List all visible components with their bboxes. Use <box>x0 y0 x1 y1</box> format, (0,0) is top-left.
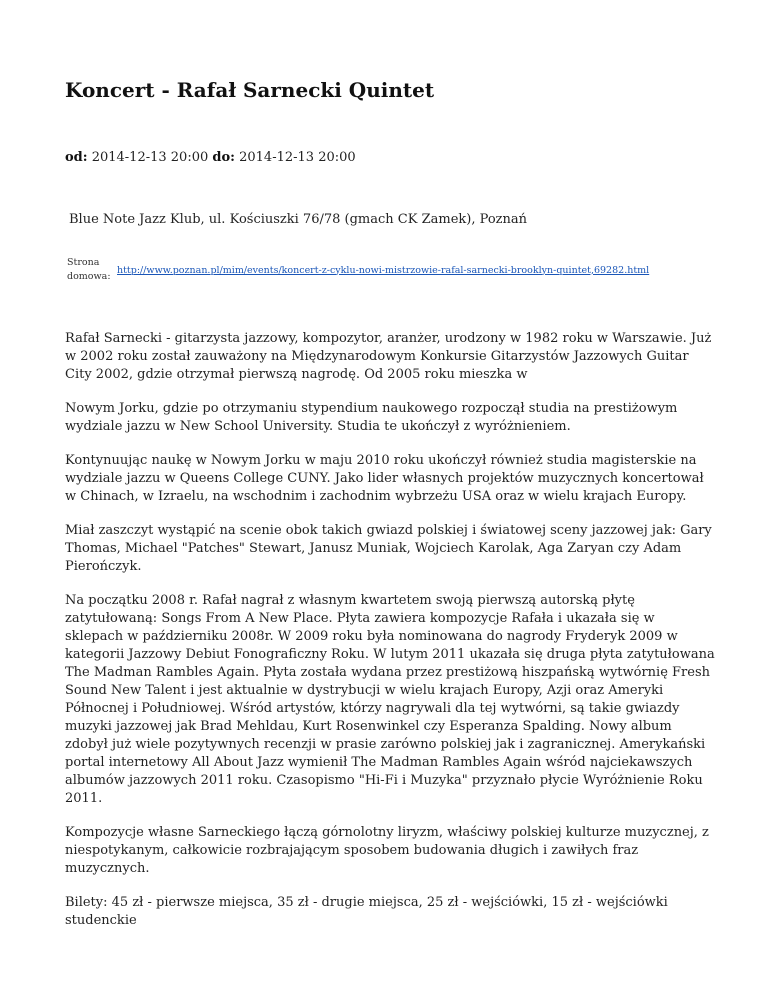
homepage-label-line2: domowa: <box>67 271 111 282</box>
page-title: Koncert - Rafał Sarnecki Quintet <box>65 78 435 102</box>
description-paragraph: Rafał Sarnecki - gitarzysta jazzowy, kompozytor, aranżer, urodzony w 1982 roku w Warszawie. Już w 2002 roku został zauważony na Międzynarodowym Konkursie Gitarzystów Jazzowych Guitar City 2002, gdzie otrzymał pierwszą nagrodę. Od 2005 roku mieszka w <box>65 331 712 382</box>
from-label: od: <box>65 150 88 165</box>
event-venue: Blue Note Jazz Klub, ul. Kościuszki 76/78 (gmach CK Zamek), Poznań <box>69 212 527 227</box>
homepage-label <box>67 256 117 284</box>
homepage-row <box>67 256 747 284</box>
homepage-label-line1: Strona <box>67 257 100 268</box>
event-description <box>65 330 715 946</box>
homepage-link[interactable]: http://www.poznan.pl/mim/events/koncert-z-cyklu-nowi-mistrzowie-rafal-sarnecki-brooklyn-quintet,69282.html <box>117 264 650 276</box>
description-paragraph: Na początku 2008 r. Rafał nagrał z własnym kwartetem swoją pierwszą autorską płytę zatytułowaną: Songs From A New Place. Płyta zawiera kompozycje Rafała i ukazała się w sklepach w październiku 2008r. W 2009 roku była nominowana do nagrody Fryderyk 2009 w kategorii Jazzowy Debiut Fonograficzny Roku. W lutym 2011 ukazała się druga płyta zatytułowana The Madman Rambles Again. Płyta została wydana przez prestiżową hiszpańską wytwórnię Fresh Sound New Talent i jest aktualnie w dystrybucji w wielu krajach Europy, Azji oraz Ameryki Północnej i Południowej. Wśród artystów, którzy nagrywali dla tej wytwórni, są takie gwiazdy muzyki jazzowej jak Brad Mehldau, Kurt Rosenwinkel czy Esperanza Spalding. Nowy album zdobył już wiele pozytywnych recenzji w prasie zarówno polskiej jak i zagranicznej. Amerykański portal internetowy All About Jazz wymienił The Madman Rambles Again wśród najciekawszych albumów jazzowych 2011 roku. Czasopismo "Hi-Fi i Muzyka" przyznało płycie Wyróżnienie Roku 2011. <box>65 593 715 806</box>
to-value: 2014-12-13 20:00 <box>239 150 356 165</box>
description-paragraph: Kontynuując naukę w Nowym Jorku w maju 2010 roku ukończył również studia magisterskie na wydziale jazzu w Queens College CUNY. Jako lider własnych projektów muzycznych koncertował w Chinach, w Izraelu, na wschodnim i zachodnim wybrzeżu USA oraz w wielu krajach Europy. <box>65 453 704 504</box>
to-label: do: <box>212 150 235 165</box>
description-paragraph: Kompozycje własne Sarneckiego łączą górnolotny liryzm, właściwy polskiej kulturze muzycznej, z niespotykanym, całkowicie rozbrajającym sposobem budowania długich i zawiłych fraz muzycznych. <box>65 825 709 876</box>
event-dates <box>65 150 356 165</box>
description-paragraph: Miał zaszczyt wystąpić na scenie obok takich gwiazd polskiej i światowej sceny jazzowej jak: Gary Thomas, Michael "Patches" Stewart, Janusz Muniak, Wojciech Karolak, Aga Zaryan czy Adam Pierończyk. <box>65 523 712 574</box>
from-value: 2014-12-13 20:00 <box>91 150 209 165</box>
tickets-paragraph: Bilety: 45 zł - pierwsze miejsca, 35 zł - drugie miejsca, 25 zł - wejściówki, 15 zł - wejściówki studenckie <box>65 895 668 928</box>
description-paragraph: Nowym Jorku, gdzie po otrzymaniu stypendium naukowego rozpoczął studia na prestiżowym wydziale jazzu w New School University. Studia te ukończył z wyróżnieniem. <box>65 401 678 434</box>
